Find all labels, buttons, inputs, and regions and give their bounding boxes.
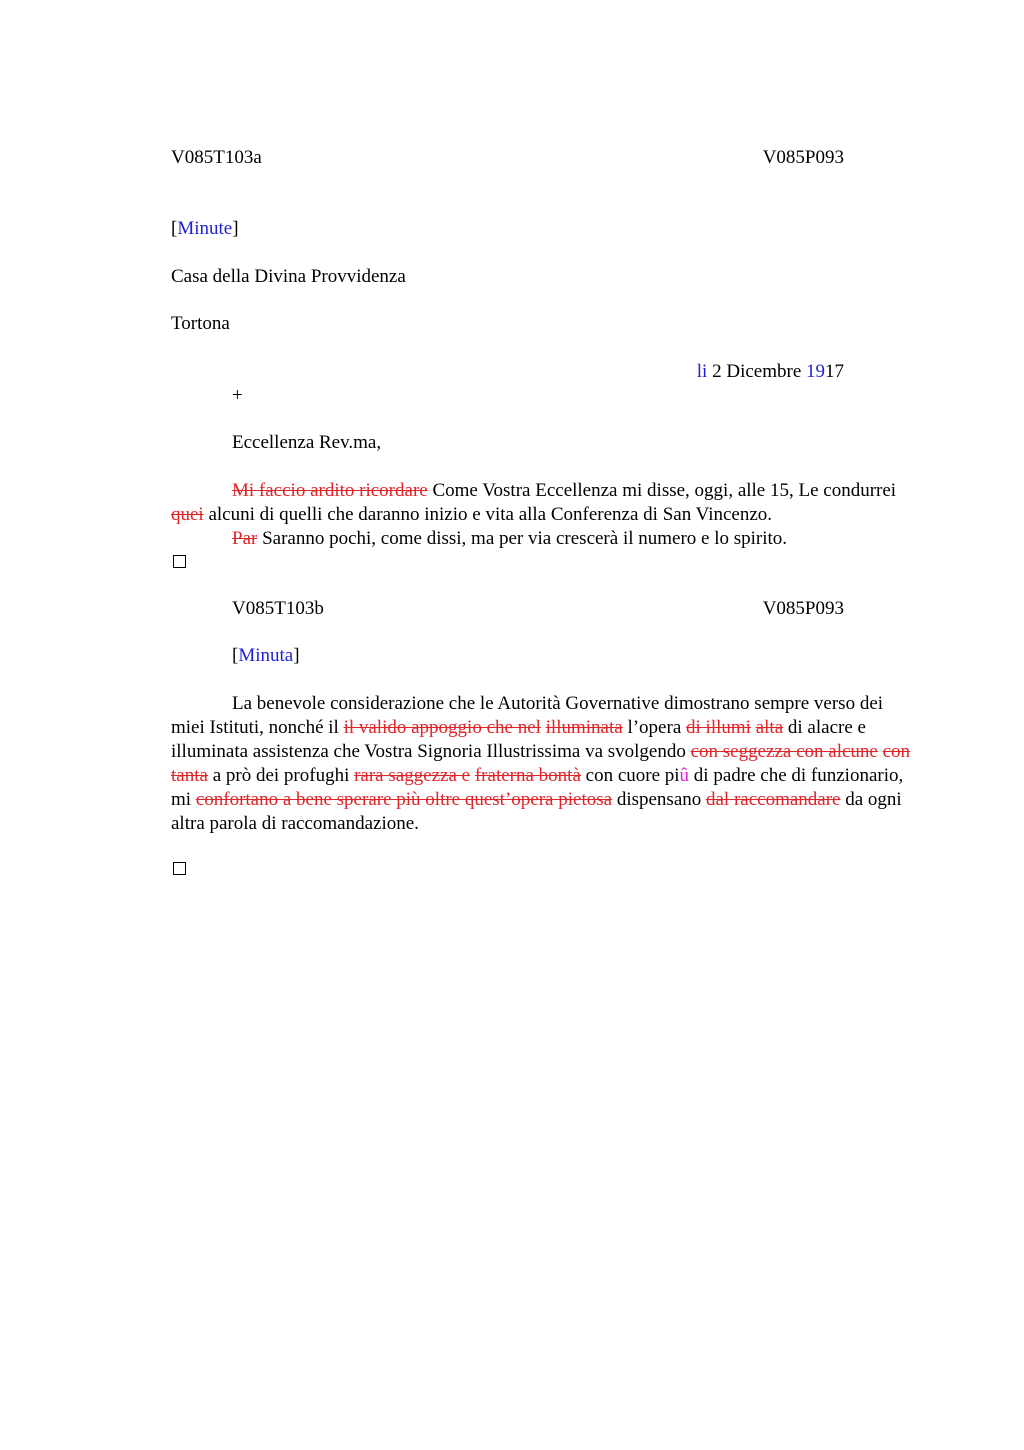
text-run: di padre che di funzionario, mi: [171, 765, 904, 810]
minute-word: Minute: [177, 218, 233, 239]
paragraph-3: [171, 692, 911, 836]
bracket-open: [: [171, 218, 178, 239]
page-break-box: [173, 555, 186, 568]
deletion: dal raccomandare: [706, 789, 841, 810]
address-line-2: Tortona: [171, 313, 230, 334]
bracket-open: [: [232, 645, 239, 666]
text-run: di alacre e illuminata assistenza che Vostra Signoria Illustrissima va svolgendo: [171, 717, 866, 762]
text-run: Saranno pochi, come dissi, ma per via crescerà il numero e lo spirito.: [257, 528, 788, 549]
correction-mark: û: [679, 765, 690, 786]
doc-code-right-a: V085P093: [762, 147, 844, 168]
text-run: con cuore pi: [580, 765, 680, 786]
salutation: Eccellenza Rev.ma,: [232, 432, 382, 453]
deletion: con seggezza con alcune: [690, 741, 878, 762]
date-year-a: 19: [806, 361, 825, 382]
text-run: l’opera: [622, 717, 687, 738]
deletion: quei: [171, 504, 204, 525]
text-run: da ogni altra parola di raccomandazione.: [171, 789, 902, 834]
deletion: fraterna bontà: [474, 765, 581, 786]
deletion: con tanta: [171, 741, 911, 786]
page-break-box: [173, 862, 186, 875]
date-line: [697, 360, 844, 384]
text-run: Come Vostra Eccellenza mi disse, oggi, alle 15, Le condurrei: [427, 480, 897, 501]
paragraph-2: [171, 527, 911, 551]
date-year-b: 17: [825, 361, 844, 382]
minuta-label: [232, 644, 300, 668]
deletion: di illumi: [686, 717, 751, 738]
deletion: rara saggezza e: [354, 765, 471, 786]
text-run: a prò dei profughi: [207, 765, 355, 786]
doc-code-left-b: V085T103b: [232, 598, 324, 619]
text-run: alcuni di quelli che daranno inizio e vita alla Conferenza di San Vincenzo.: [203, 504, 773, 525]
deletion: illuminata: [545, 717, 623, 738]
text-run: dispensano: [612, 789, 706, 810]
date-li: li: [696, 361, 708, 382]
bracket-close: ]: [293, 645, 300, 666]
text-run: La benevole considerazione che le Autorità Governative dimostrano sempre verso dei miei Istituti, nonché il: [171, 693, 884, 738]
date-day-month: 2 Dicembre: [707, 361, 806, 382]
cross-mark: +: [232, 385, 243, 406]
bracket-close: ]: [232, 218, 239, 239]
address-line-1: Casa della Divina Provvidenza: [171, 266, 406, 287]
deletion: Mi faccio ardito ricordare: [232, 480, 428, 501]
deletion: il valido appoggio che nel: [343, 717, 541, 738]
doc-code-right-b: V085P093: [762, 598, 844, 619]
deletion: confortano a bene sperare più oltre quest’opera pietosa: [195, 789, 613, 810]
doc-code-left-a: V085T103a: [171, 147, 262, 168]
minuta-word: Minuta: [238, 645, 294, 666]
deletion: alta: [755, 717, 784, 738]
paragraph-1: [171, 479, 911, 527]
minute-label: [171, 217, 239, 241]
deletion: Par: [232, 528, 258, 549]
